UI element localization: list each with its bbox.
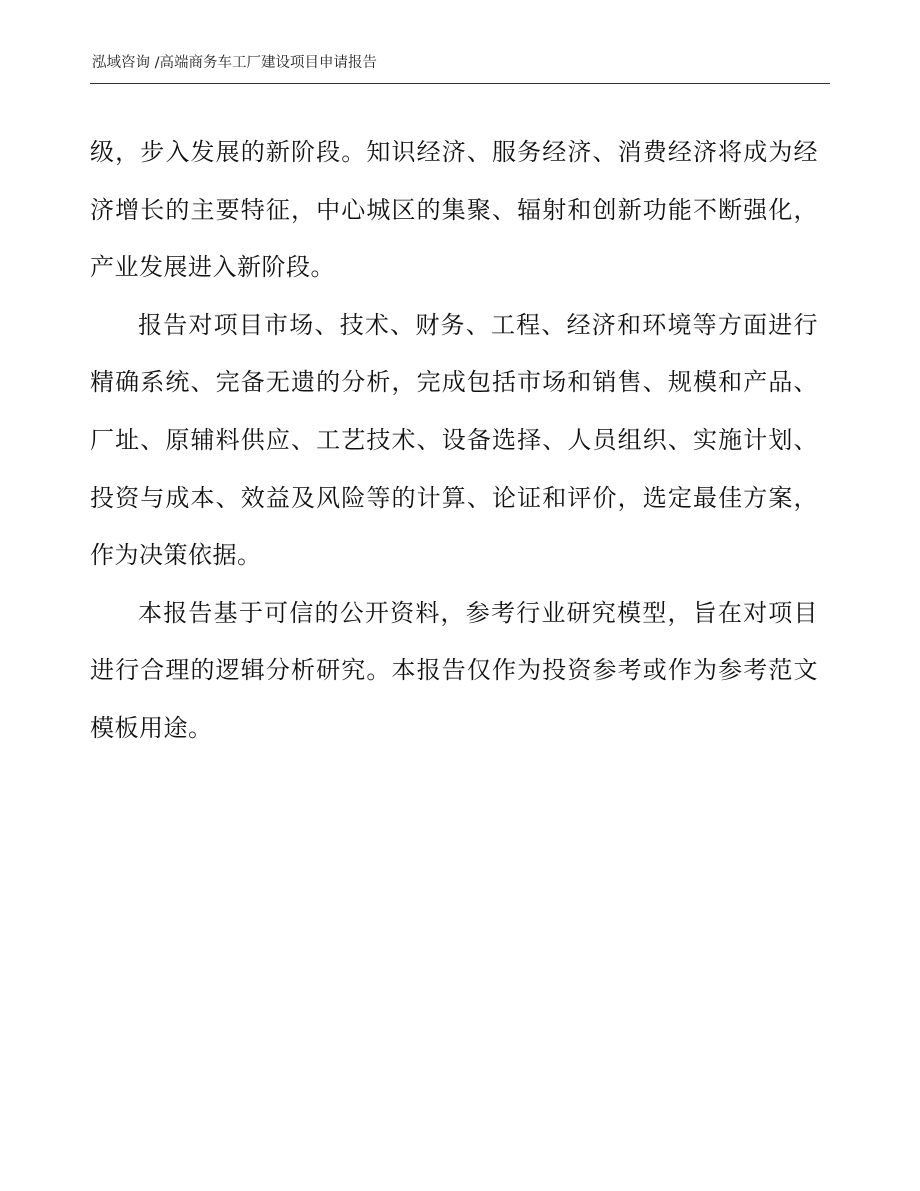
running-header: 泓域咨询 /高端商务车工厂建设项目申请报告 — [92, 55, 377, 71]
body-text — [90, 124, 818, 758]
paragraph-report-scope: 报告对项目市场、技术、财务、工程、经济和环境等方面进行精确系统、完备无遗的分析，完成包括市场和销售、规模和产品、厂址、原辅料供应、工艺技术、设备选择、人员组织、实施计划、投资与成本、效益及风险等的计算、论证和评价，选定最佳方案，作为决策依据。 — [90, 310, 818, 570]
paragraph-disclaimer: 本报告基于可信的公开资料，参考行业研究模型，旨在对项目进行合理的逻辑分析研究。本报告仅作为投资参考或作为参考范文模板用途。 — [90, 598, 818, 742]
header-divider — [90, 83, 830, 84]
paragraph-continuation: 级，步入发展的新阶段。知识经济、服务经济、消费经济将成为经济增长的主要特征，中心城区的集聚、辐射和创新功能不断强化，产业发展进入新阶段。 — [90, 138, 818, 282]
